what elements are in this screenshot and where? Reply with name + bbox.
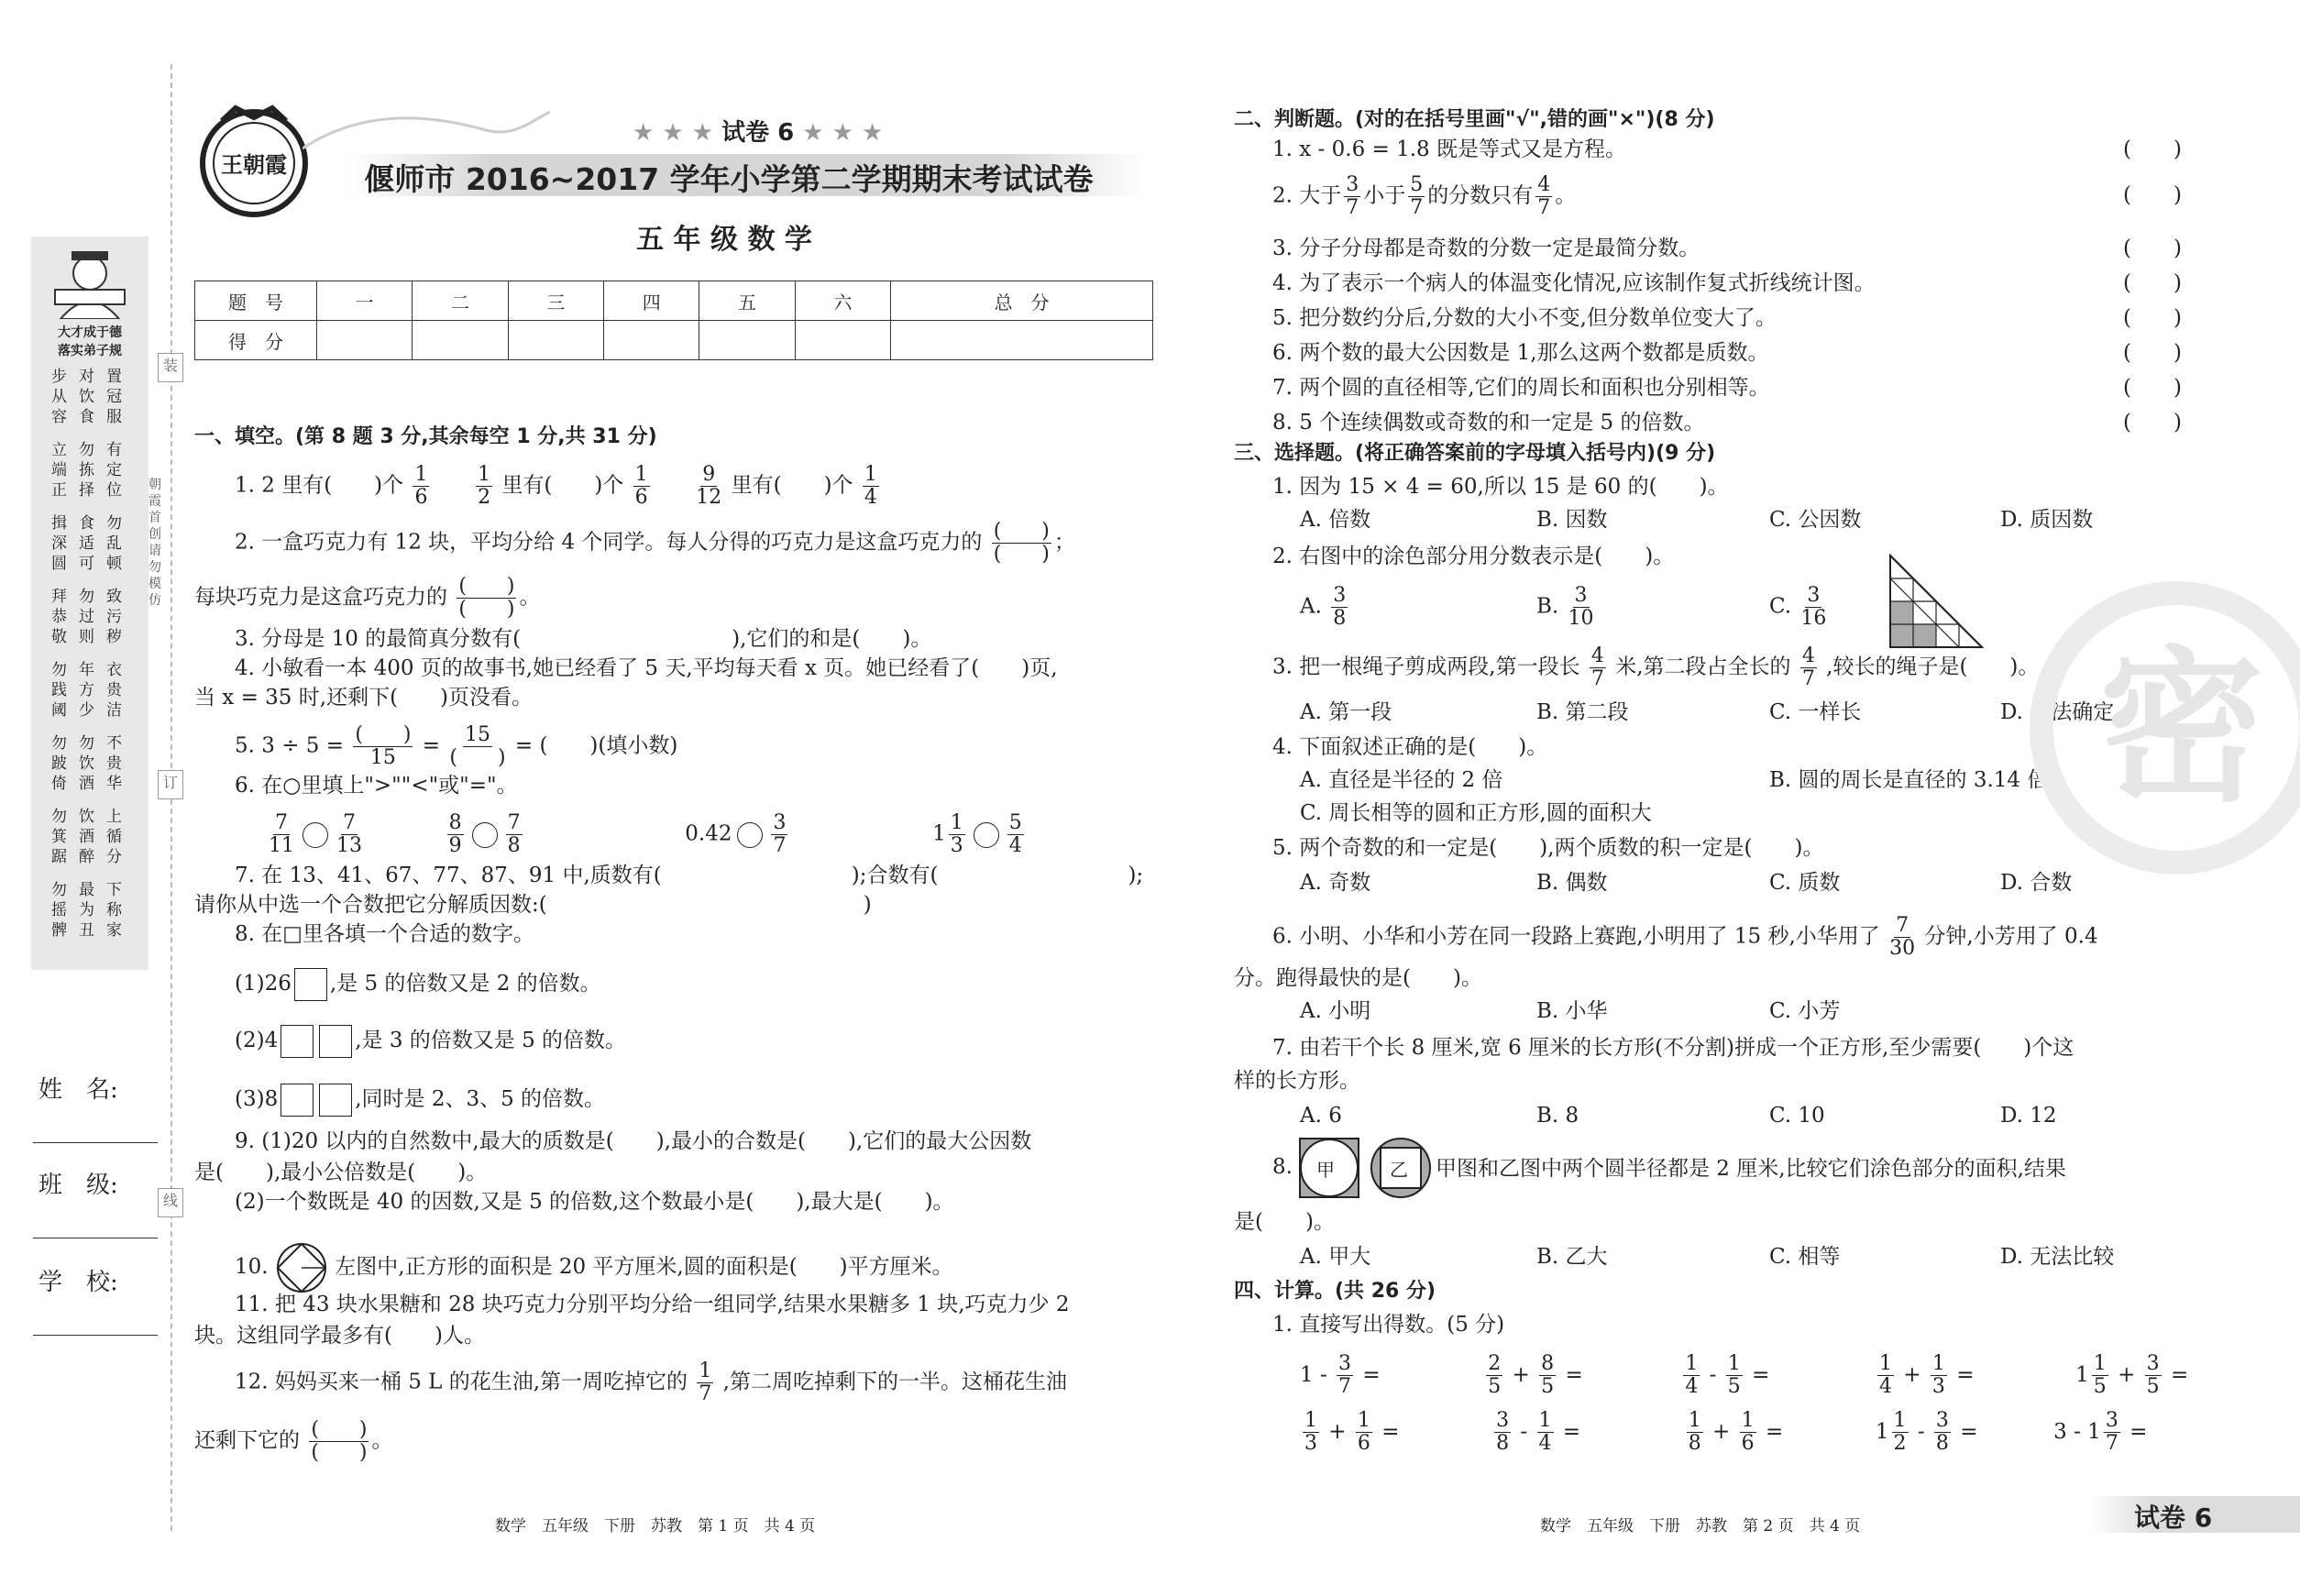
poem-column: 勿跛倚 — [51, 734, 67, 793]
exam-subtitle: 五 年 级 数 学 — [636, 224, 812, 256]
judge-text: 6. 两个数的最大公因数是 1,那么这两个数都是质数。 — [1272, 341, 1769, 365]
q11-line1: 11. 把 43 块水果糖和 28 块巧克力分别平均分给一组同学,结果水果糖多 1 块,巧克力少 2 — [235, 1293, 1070, 1316]
poem-column: 勿践阈 — [51, 661, 67, 720]
fraction: $\frac{3}{10}$ — [1568, 584, 1594, 630]
poem-column: 食适可 — [79, 514, 94, 573]
brand-name: 王朝霞 — [221, 151, 287, 178]
choice-1-opt-a[interactable]: A. 倍数 — [1300, 508, 1371, 532]
calc-item[interactable]: 1 - $\frac{3}{7}$ = — [1300, 1352, 1381, 1398]
bind-char-2: 订 — [158, 770, 183, 799]
blank-fraction[interactable]: $\frac{( )}{( )}$ — [993, 520, 1050, 566]
score-header: 四 — [604, 281, 699, 321]
calc-item[interactable]: 1 $\frac{1}{5}$ + $\frac{3}{5}$ = — [2075, 1352, 2189, 1398]
judge-answer-paren[interactable]: ( ) — [2123, 271, 2182, 295]
choice-7-line2: 样的长方形。 — [1234, 1069, 1360, 1093]
fraction: $\frac{7}{11}$ — [269, 811, 294, 857]
choice-3-text-c: ,较长的绳子是( )。 — [1826, 655, 2040, 679]
fraction: $\frac{7}{13}$ — [336, 811, 362, 857]
calc-item[interactable]: $\frac{1}{4}$ + $\frac{1}{3}$ = — [1879, 1352, 1975, 1398]
choice-8-line2: 是( )。 — [1234, 1210, 1335, 1234]
q8-2-text: (2)4 — [235, 1029, 279, 1052]
choice-5-opt-c[interactable]: C. 质数 — [1769, 871, 1841, 895]
choice-8-opt-a[interactable]: A. 甲大 — [1300, 1245, 1371, 1269]
fraction: $\frac{1}{6}$ — [414, 463, 428, 509]
calc-item[interactable]: $\frac{1}{3}$ + $\frac{1}{6}$ = — [1304, 1409, 1400, 1455]
q12-line1 — [235, 1360, 1067, 1405]
score-cell[interactable] — [317, 321, 413, 360]
fraction: $\frac{4}{7}$ — [1801, 644, 1815, 690]
choice-5: 5. 两个奇数的和一定是( ),两个质数的积一定是( )。 — [1272, 836, 1824, 860]
fraction: $\frac{5}{4}$ — [1008, 811, 1022, 857]
bind-char-1: 装 — [158, 353, 183, 382]
choice-3-text-b: 米,第二段占全长的 — [1615, 655, 1791, 679]
poem-column: 勿过则 — [79, 588, 94, 646]
field-name-line[interactable] — [33, 1142, 158, 1143]
compare-circle[interactable] — [737, 822, 763, 848]
q12-text-c: 还剩下它的 — [194, 1428, 300, 1453]
q10-num: 10. — [235, 1255, 269, 1279]
score-cell[interactable] — [413, 321, 508, 360]
poem-columns — [51, 367, 134, 953]
judge-text: 7. 两个圆的直径相等,它们的周长和面积也分别相等。 — [1272, 376, 1770, 400]
section-4-title: 四、计算。(共 26 分) — [1234, 1280, 1436, 1303]
calc-item[interactable]: $\frac{3}{8}$ - $\frac{1}{4}$ = — [1496, 1409, 1581, 1455]
poem-column: 致污秽 — [106, 588, 122, 646]
fraction: $\frac{5}{7}$ — [1410, 173, 1424, 219]
poem-column: 年方少 — [79, 661, 94, 720]
field-class-label: 班 级: — [39, 1172, 118, 1199]
choice-1-opt-b[interactable]: B. 因数 — [1536, 508, 1608, 532]
q12-line2: 还剩下它的 $\frac{( )}{( )}$ 。 — [194, 1418, 393, 1464]
bind-char-3: 线 — [158, 1188, 183, 1217]
q5-text: 5. 3 ÷ 5 = — [235, 733, 344, 758]
compare-circle[interactable] — [303, 822, 328, 848]
q8-3-text: (3)8 — [235, 1087, 279, 1111]
score-table — [194, 281, 1153, 360]
choice-8-text: 甲图和乙图中两个圆半径都是 2 厘米,比较它们涂色部分的面积,结果 — [1436, 1157, 2066, 1181]
choice-1: 1. 因为 15 × 4 = 60,所以 15 是 60 的( )。 — [1272, 475, 1729, 499]
q8-3 — [235, 1084, 605, 1117]
decimal-042: 0.42 — [685, 821, 732, 846]
digit-box[interactable] — [319, 1084, 352, 1117]
q6-items: $\frac{7}{11}$ $\frac{7}{13}$ $\frac{8}{9}$ $\frac{7}{8}$ 0.42 $\frac{3}{7}$ 1 $\frac{1}{3}$ $\frac{5}{4}$ — [269, 811, 1022, 857]
digit-box[interactable] — [294, 968, 327, 1001]
field-school-label: 学 校: — [39, 1269, 118, 1296]
poem-column: 拜恭敬 — [51, 588, 67, 646]
q12-text: 12. 妈妈买来一桶 5 L 的花生油,第一周吃掉它的 — [235, 1370, 688, 1394]
score-header: 三 — [508, 281, 603, 321]
blank-fraction[interactable]: $\frac{15}{( )}$ — [449, 723, 506, 769]
q1-text-b: 里有( )个 — [501, 473, 624, 498]
opt-letter: C. — [1769, 594, 1792, 619]
choice-3 — [1272, 645, 2039, 690]
digit-box[interactable] — [319, 1025, 352, 1058]
score-row-label: 得 分 — [195, 321, 317, 360]
q7-line1: 7. 在 13、41、67、77、87、91 中,质数有( );合数有( ); — [235, 864, 1144, 887]
poem-column: 有定位 — [106, 441, 122, 500]
poem-column: 勿拣择 — [79, 441, 94, 500]
motto-bottom: 落实弟子规 — [58, 344, 122, 358]
choice-6-line2: 分。跑得最快的是( )。 — [1234, 966, 1482, 990]
judge-answer-paren[interactable]: ( ) — [2123, 411, 2182, 435]
poem-column: 不贵华 — [106, 734, 122, 793]
q2-text-b: 每块巧克力是这盒巧克力的 — [194, 585, 447, 610]
fraction: $\frac{1}{4}$ — [864, 463, 877, 509]
calc-item[interactable]: $\frac{1}{8}$ + $\frac{1}{6}$ = — [1688, 1409, 1784, 1455]
choice-7-opt-c[interactable]: C. 10 — [1769, 1104, 1825, 1128]
calc-item[interactable]: $\frac{2}{5}$ + $\frac{8}{5}$ = — [1488, 1352, 1583, 1398]
paper-tag-text: 试卷 6 — [721, 119, 795, 147]
field-school-line[interactable] — [33, 1335, 158, 1336]
opt-letter: A. — [1300, 594, 1322, 619]
judge-text: 4. 为了表示一个病人的体温变化情况,应该制作复式折线统计图。 — [1272, 271, 1876, 295]
left-footer: 数学 五年级 下册 苏教 第 1 页 共 4 页 — [495, 1517, 816, 1535]
stamp-character: 密 — [2098, 633, 2264, 824]
calc-item[interactable]: $\frac{1}{4}$ - $\frac{1}{5}$ = — [1685, 1352, 1770, 1398]
corner-tag: 试卷 6 — [2134, 1502, 2213, 1533]
poem-column: 勿摇髀 — [51, 881, 67, 940]
q8-2-text-b: ,是 3 的倍数又是 5 的倍数。 — [355, 1029, 627, 1052]
section-3-title: 三、选择题。(将正确答案前的字母填入括号内)(9 分) — [1234, 442, 1716, 465]
poem-column: 对饮食 — [79, 368, 94, 426]
judge-item — [1272, 270, 1876, 297]
judge-answer-paren[interactable]: ( ) — [2123, 306, 2182, 330]
poem-column: 勿乱顿 — [106, 514, 122, 573]
calc-row-1 — [1300, 1353, 2188, 1398]
sidebar-motto-panel — [31, 237, 149, 970]
score-header: 六 — [795, 281, 890, 321]
judge-text: 3. 分子分母都是奇数的分数一定是最简分数。 — [1272, 237, 1700, 260]
choice-7-opt-d[interactable]: D. 12 — [2000, 1104, 2057, 1128]
poem-column: 下称家 — [106, 881, 122, 940]
q7-line2: 请你从中选一个合数把它分解质因数:( ) — [194, 893, 872, 917]
calc-item[interactable]: 3 - 1 $\frac{3}{7}$ = — [2053, 1409, 2148, 1455]
fraction: $\frac{3}{16}$ — [1800, 584, 1827, 630]
fraction: $\frac{4}{7}$ — [1537, 173, 1551, 219]
q2-line1: 2. 一盒巧克力有 12 块，平均分给 4 个同学。每人分得的巧克力是这盒巧克力的 $\frac{( )}{( )}$ ； — [235, 520, 1075, 566]
score-cell[interactable] — [508, 321, 603, 360]
choice-3-opt-b[interactable]: B. 第二段 — [1536, 700, 1629, 724]
circle-square-figure — [275, 1241, 328, 1294]
judge-answer-paren[interactable]: ( ) — [2123, 341, 2182, 365]
field-name-label: 姓 名: — [39, 1076, 118, 1104]
poem-column: 置冠服 — [106, 368, 122, 426]
poem-column: 最为丑 — [79, 881, 94, 940]
q8-1-text-b: ,是 5 的倍数又是 2 的倍数。 — [329, 972, 601, 996]
fraction: $\frac{7}{8}$ — [507, 811, 521, 857]
choice-6-text: 6. 小明、小华和小芳在同一段路上赛跑,小明用了 15 秒,小华用了 — [1272, 924, 1880, 949]
judge-text: 1. x - 0.6 = 1.8 既是等式又是方程。 — [1272, 138, 1626, 161]
score-header: 总 分 — [891, 281, 1153, 321]
choice-7: 7. 由若干个长 8 厘米,宽 6 厘米的长方形(不分割)拼成一个正方形,至少需要( )个这 — [1272, 1036, 2074, 1060]
judge-item: 2. 大于 $\frac{3}{7}$ 小于 $\frac{5}{7}$ 的分数只有 $\frac{4}{7}$ 。 — [1272, 173, 1577, 219]
choice-5-opt-b[interactable]: B. 偶数 — [1536, 871, 1608, 895]
motto-top: 大才成于德 — [58, 325, 122, 340]
fraction: $\frac{8}{9}$ — [448, 811, 462, 857]
judge-answer-paren[interactable]: ( ) — [2123, 138, 2182, 161]
q1 — [235, 464, 882, 509]
calc-1-title: 1. 直接写出得数。(5 分) — [1272, 1313, 1505, 1337]
score-header: 二 — [413, 281, 508, 321]
choice-8 — [1272, 1153, 1293, 1181]
poem-column: 上循分 — [106, 808, 122, 866]
paper-tag: ★ ★ ★ 试卷 6 ★ ★ ★ — [633, 119, 884, 147]
figure-jia-label: 甲 — [1316, 1159, 1335, 1181]
section-1-title: 一、填空。(第 8 题 3 分,其余每空 1 分,共 31 分) — [194, 425, 657, 448]
q2-line2: 每块巧克力是这盒巧克力的 $\frac{( )}{( )}$ 。 — [194, 575, 541, 621]
choice-8-opt-b[interactable]: B. 乙大 — [1536, 1245, 1608, 1269]
fraction: $\frac{1}{2}$ — [478, 463, 491, 509]
choice-8-opt-c[interactable]: C. 相等 — [1769, 1245, 1841, 1269]
q4-line2: 当 x = 35 时,还剩下( )页没看。 — [194, 686, 534, 710]
fraction: $\frac{1}{3}$ — [950, 811, 963, 857]
q5: 5. 3 ÷ 5 = $\frac{( )}{15}$ = $\frac{15}{( )}$ = ( )(填小数) — [235, 723, 678, 769]
calc-row-2 — [1300, 1410, 2147, 1455]
choice-3-opt-c[interactable]: C. 一样长 — [1769, 700, 1862, 724]
poem-column: 勿箕踞 — [51, 808, 67, 866]
q8-1-text: (1)26 — [235, 972, 292, 996]
judge-item — [1272, 339, 1769, 367]
fraction: $\frac{9}{12}$ — [696, 463, 722, 509]
judge-item — [1272, 136, 1626, 163]
q6: 6. 在○里填上">""<"或"="。 — [235, 774, 518, 798]
choice-1-opt-c[interactable]: C. 公因数 — [1769, 508, 1862, 532]
fraction: $\frac{3}{7}$ — [1346, 173, 1359, 219]
judge-text: 小于 — [1363, 183, 1406, 208]
q12-text-b: ,第二周吃掉剩下的一半。这桶花生油 — [722, 1370, 1067, 1394]
choice-7-opt-a[interactable]: A. 6 — [1300, 1104, 1342, 1128]
digit-box[interactable] — [281, 1025, 314, 1058]
q1-text-c: 里有( )个 — [731, 473, 853, 498]
judge-text: 8. 5 个连续偶数或奇数的和一定是 5 的倍数。 — [1272, 411, 1705, 435]
exam-title: 偃师市 2016~2017 学年小学第二学期期末考试试卷 — [364, 161, 1094, 197]
calc-item[interactable]: 1 $\frac{1}{2}$ - $\frac{3}{8}$ = — [1875, 1409, 1978, 1455]
choice-5-opt-d[interactable]: D. 合数 — [2000, 871, 2073, 895]
choice-1-opt-d[interactable]: D. 质因数 — [2000, 508, 2094, 532]
judge-answer-paren[interactable]: ( ) — [2123, 183, 2182, 207]
right-footer: 数学 五年级 下册 苏教 第 2 页 共 4 页 — [1540, 1517, 1861, 1535]
choice-4-opt-b[interactable]: B. 圆的周长是直径的 3.14 倍 — [1769, 768, 2049, 792]
compare-circle[interactable] — [974, 822, 999, 848]
score-cell[interactable] — [891, 321, 1153, 360]
score-cell[interactable] — [604, 321, 699, 360]
poem-column: 饮酒醉 — [79, 808, 94, 866]
choice-2: 2. 右图中的涂色部分用分数表示是( )。 — [1272, 545, 1675, 568]
q5-text-b: = ( )(填小数) — [514, 733, 678, 758]
poem-column: 立端正 — [51, 441, 67, 500]
poem-column: 衣贵洁 — [106, 661, 122, 720]
choice-3-text: 3. 把一根绳子剪成两段,第一段长 — [1272, 655, 1580, 679]
judge-item — [1272, 304, 1777, 332]
q9-line2: 是( ),最小公倍数是( )。 — [194, 1161, 488, 1184]
figure-yi-label: 乙 — [1390, 1159, 1408, 1181]
choice-2-opt-c[interactable] — [1769, 585, 1829, 630]
q8-2 — [235, 1025, 626, 1058]
choice-3-opt-a[interactable]: A. 第一段 — [1300, 700, 1392, 724]
q4-line1: 4. 小敏看一本 400 页的故事书,她已经看了 5 天,平均每天看 x 页。她已经看了( )页, — [235, 656, 1058, 680]
judge-text: 2. 大于 — [1272, 183, 1342, 208]
blank-fraction[interactable]: $\frac{( )}{15}$ — [355, 723, 412, 769]
seal-note: 朝霞首创 请勿模仿 — [149, 478, 161, 608]
q1-text: 1. 2 里有( )个 — [235, 473, 404, 498]
choice-6-opt-a[interactable]: A. 小明 — [1300, 999, 1371, 1023]
judge-item — [1272, 409, 1704, 436]
q9-line3: (2)一个数既是 40 的因数,又是 5 的倍数,这个数最小是( ),最大是( )。 — [235, 1190, 954, 1214]
q2-text: 2. 一盒巧克力有 12 块，平均分给 4 个同学。每人分得的巧克力是这盒巧克力的 — [235, 530, 983, 555]
choice-4-opt-a[interactable]: A. 直径是半径的 2 倍 — [1300, 768, 1503, 792]
choice-7-opt-b[interactable]: B. 8 — [1536, 1104, 1579, 1128]
q11-line2: 块。这组同学最多有( )人。 — [194, 1324, 485, 1348]
choice-4: 4. 下面叙述正确的是( )。 — [1272, 735, 1548, 759]
blank-fraction[interactable]: $\frac{( )}{( )}$ — [458, 575, 515, 621]
q10 — [235, 1241, 953, 1294]
score-header: 题 号 — [195, 281, 317, 321]
fraction: $\frac{1}{7}$ — [699, 1359, 712, 1405]
choice-4-opt-c[interactable]: C. 周长相等的圆和正方形,圆的面积大 — [1300, 801, 1652, 825]
compare-circle[interactable] — [472, 822, 498, 848]
choice-8-opt-d[interactable]: D. 无法比较 — [2000, 1245, 2115, 1269]
ribbon-decoration — [303, 103, 550, 158]
choice-2-opt-b[interactable] — [1536, 585, 1597, 630]
section-2-title: 二、判断题。(对的在括号里画"√",错的画"×")(8 分) — [1234, 108, 1715, 131]
opt-letter: B. — [1536, 594, 1559, 619]
q10-text: 左图中,正方形的面积是 20 平方厘米,圆的面积是( )平方厘米。 — [335, 1255, 953, 1279]
score-header: 五 — [699, 281, 795, 321]
poem-column: 勿饮酒 — [79, 734, 94, 793]
poem-column: 揖深圆 — [51, 514, 67, 573]
choice-5-opt-a[interactable]: A. 奇数 — [1300, 871, 1371, 895]
score-cell[interactable] — [795, 321, 890, 360]
fraction: $\frac{1}{6}$ — [634, 463, 648, 509]
judge-answer-paren[interactable]: ( ) — [2123, 376, 2182, 400]
judge-item — [1272, 235, 1700, 262]
fraction: $\frac{4}{7}$ — [1590, 644, 1604, 690]
fraction: $\frac{7}{30}$ — [1889, 914, 1916, 960]
poem-column: 步从容 — [51, 368, 67, 426]
score-header: 一 — [317, 281, 413, 321]
q8-1 — [235, 968, 601, 1001]
q8-3-text-b: ,同时是 2、3、5 的倍数。 — [355, 1087, 606, 1111]
choice-6-opt-c[interactable]: C. 小芳 — [1769, 999, 1841, 1023]
q9-line1: 9. (1)20 以内的自然数中,最大的质数是( ),最小的合数是( ),它们的最大公因数 — [235, 1129, 1032, 1153]
choice-8-num: 8. — [1272, 1155, 1293, 1179]
choice-3-opt-d[interactable]: D. 无法确定 — [2000, 700, 2115, 724]
fraction: $\frac{3}{8}$ — [1333, 584, 1347, 630]
judge-item — [1272, 374, 1770, 402]
judge-text: 5. 把分数约分后,分数的大小不变,但分数单位变大了。 — [1272, 306, 1777, 330]
q3: 3. 分母是 10 的最简真分数有( ),它们的和是( )。 — [235, 627, 932, 651]
fraction: $\frac{3}{7}$ — [773, 811, 787, 857]
q8: 8. 在□里各填一个合适的数字。 — [235, 922, 534, 946]
choice-6-opt-b[interactable]: B. 小华 — [1536, 999, 1608, 1023]
scholar-illustration — [51, 248, 128, 319]
blank-fraction[interactable]: $\frac{( )}{( )}$ — [311, 1418, 368, 1464]
score-cell[interactable] — [699, 321, 795, 360]
judge-answer-paren[interactable]: ( ) — [2123, 237, 2182, 260]
digit-box[interactable] — [281, 1084, 314, 1117]
choice-6-text-b: 分钟,小芳用了 0.4 — [1924, 924, 2098, 949]
choice-2-opt-a[interactable] — [1300, 585, 1350, 630]
triangle-grid-figure — [1888, 554, 1984, 649]
judge-text: 的分数只有 — [1427, 183, 1534, 208]
choice-6 — [1272, 915, 2098, 960]
